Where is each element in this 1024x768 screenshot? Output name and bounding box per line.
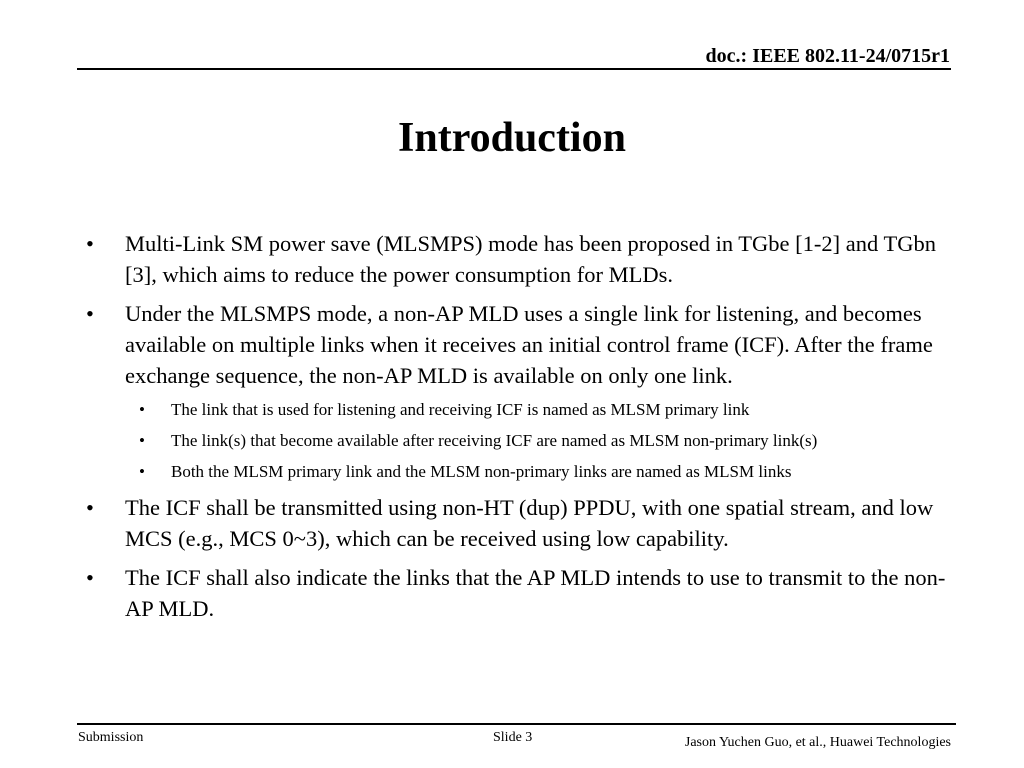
sub-bullet-item [125,430,966,452]
sub-bullet-icon: • [139,400,145,419]
sub-bullet-list [125,399,966,483]
sub-bullet-item [125,399,966,421]
bullet-icon: • [86,495,94,520]
bullet-item [86,298,966,483]
bullet-text: Multi-Link SM power save (MLSMPS) mode has been proposed in TGbe [1-2] and TGbn [3], which aims to reduce the power consumption for MLDs. [125,231,936,287]
sub-bullet-icon: • [139,462,145,481]
sub-bullet-text: The link that is used for listening and receiving ICF is named as MLSM primary link [171,400,750,419]
bullet-text: Under the MLSMPS mode, a non-AP MLD uses a single link for listening, and becomes available on multiple links when it receives an initial control frame (ICF). After the frame exchange sequence, the non-AP MLD is available on only one link. [125,301,933,388]
bullet-icon: • [86,231,94,256]
footer-divider [77,723,956,725]
bullet-text: The ICF shall also indicate the links that the AP MLD intends to use to transmit to the non-AP MLD. [125,565,946,621]
document-id: doc.: IEEE 802.11-24/0715r1 [705,45,950,67]
footer-slide-number: Slide 3 [493,730,533,745]
bullet-text: The ICF shall be transmitted using non-HT (dup) PPDU, with one spatial stream, and low MCS (e.g., MCS 0~3), which can be received using low capability. [125,495,934,551]
slide-title: Introduction [398,115,626,161]
sub-bullet-text: The link(s) that become available after receiving ICF are named as MLSM non-primary link(s) [171,431,818,450]
sub-bullet-text: Both the MLSM primary link and the MLSM non-primary links are named as MLSM links [171,462,792,481]
footer-submission: Submission [78,730,144,745]
bullet-icon: • [86,301,94,326]
bullet-item [86,562,966,624]
slide-body [86,228,966,632]
sub-bullet-item [125,461,966,483]
bullet-item [86,492,966,554]
bullet-list [86,228,966,624]
sub-bullet-icon: • [139,431,145,450]
bullet-icon: • [86,565,94,590]
bullet-item [86,228,966,290]
header-divider [77,68,951,70]
footer-authors: Jason Yuchen Guo, et al., Huawei Technologies [684,735,951,750]
